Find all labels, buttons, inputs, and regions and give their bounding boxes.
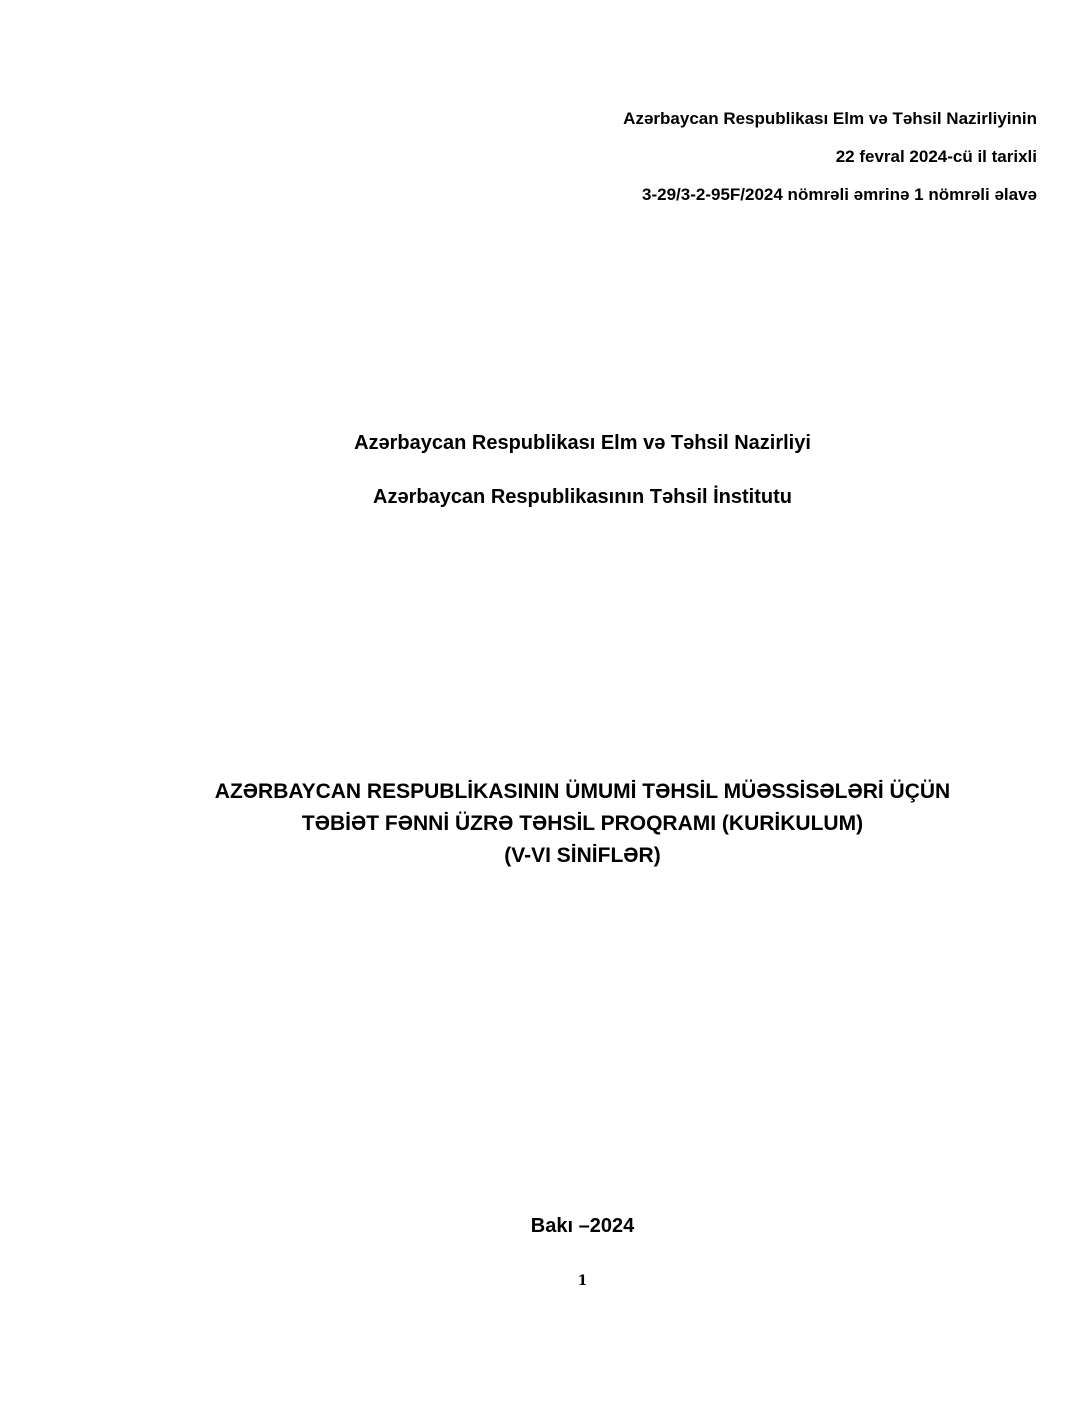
page-number: 1: [577, 1273, 588, 1289]
document-title-line-3: (V-VI SİNİFLƏR): [504, 844, 661, 867]
document-title-line-2: TƏBİƏT FƏNNİ ÜZRƏ TƏHSİL PROQRAMI (KURİKULUM): [301, 812, 864, 835]
annex-line-ministry-order: Azərbaycan Respublikası Elm və Təhsil Nazirliyinin: [623, 109, 1037, 128]
annex-line-order-number: 3-29/3-2-95F/2024 nömrəli əmrinə 1 nömrəli əlavə: [642, 185, 1037, 204]
document-title: [0, 776, 1088, 872]
institute-name: Azərbaycan Respublikasının Təhsil İnstitutu: [373, 486, 792, 508]
document-title-line-1: AZƏRBAYCAN RESPUBLİKASININ ÜMUMİ TƏHSİL MÜƏSSİSƏLƏRİ ÜÇÜN: [214, 780, 951, 803]
annex-note: [623, 100, 1037, 214]
ministry-name: Azərbaycan Respublikası Elm və Təhsil Nazirliyi: [354, 432, 811, 454]
place-and-year: Bakı –2024: [530, 1215, 635, 1237]
annex-line-date: 22 fevral 2024-cü il tarixli: [835, 147, 1037, 166]
